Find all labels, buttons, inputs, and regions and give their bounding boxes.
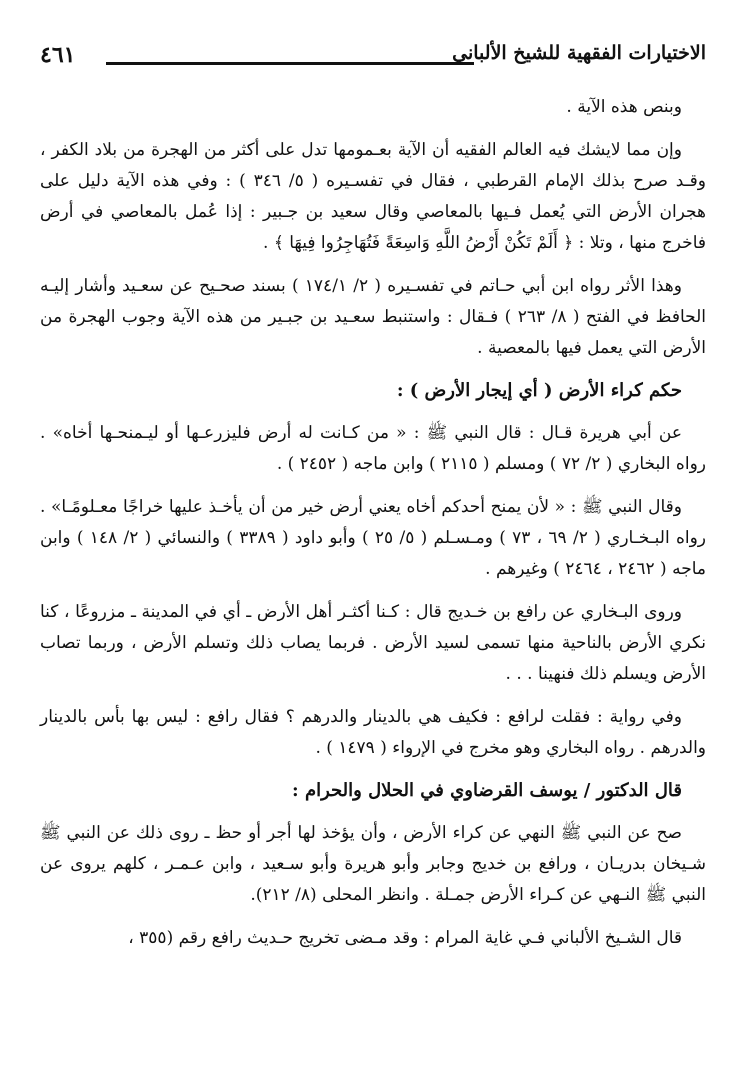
paragraph: وإن مما لايشك فيه العالم الفقيه أن الآية بعـمومها تدل على أكثر من الهجرة من بلاد الكفر ، وقـد صرح بذلك الإمام القرطبي ، فقال في تفسـيره ( ٥/ ٣٤٦ ) : وفي هذه الآية دليل على هجران الأرض التي يُعمل فـيها بالمعاصي وقال سعيد بن جـبير : إذا عُمل بالمعاصي في أرض فاخرج منها ، وتلا : ﴿ أَلَمْ تَكُنْ أَرْضُ اللَّهِ وَاسِعَةً فَتُهَاجِرُوا فِيهَا ﴾ .	[40, 140, 706, 253]
paragraph: وفي رواية : فقلت لرافع : فكيف هي بالدينار والدرهم ؟ فقال رافع : ليس بها بأس بالدينار والدرهم . رواه البخاري وهو مخرج في الإرواء ( ١٤٧٩ ) .	[40, 707, 706, 758]
page-header	[40, 42, 706, 72]
paragraph: عن أبي هريرة قـال : قال النبي ﷺ : « من كـانت له أرض فليزرعـها أو ليـمنحـها أخاه» . رواه البخاري ( ٢/ ٧٢ ) ومسلم ( ٢١١٥ ) وابن ماجه ( ٢٤٥٢ ) .	[40, 423, 706, 474]
page-body	[40, 92, 706, 966]
section-heading: حكم كراء الأرض ( أي إيجار الأرض ) :	[396, 380, 682, 401]
paragraph: قال الشـيخ الألباني فـي غاية المرام : وقد مـضى تخريج حـديث رافع رقم (٣٥٥ ،	[128, 928, 682, 948]
paragraph: وقال النبي ﷺ : « لأن يمنح أحدكم أخاه يعني أرض خير من أن يأخـذ عليها خراجًا معـلومًـا» . رواه البـخـاري ( ٢/ ٦٩ ، ٧٣ ) ومـسـلم ( ٥/ ٢٥ ) وأبو داود ( ٣٣٨٩ ) والنسائي ( ٢/ ١٤٨ ) وابن ماجه ( ٢٤٦٢ ، ٢٤٦٤ ) وغيرهم .	[40, 497, 707, 579]
paragraph: وهذا الأثر رواه ابن أبي حـاتم في تفسـيره ( ٢/ ١٧٤/١ ) بسند صحـيح عن سعـيد وأشار إليـه الحافظ في الفتح ( ٨/ ٢٦٣ ) فـقال : واستنبط سعـيد بن جبـير من هذه الآية وجوب الهجرة من الأرض التي يعمل فيها بالمعصية .	[40, 276, 706, 358]
section-heading: قال الدكتور / يوسف القرضاوي في الحلال والحرام :	[292, 780, 682, 801]
header-rule	[106, 62, 474, 65]
running-title: الاختيارات الفقهية للشيخ الألباني	[452, 42, 706, 64]
paragraph: وبنص هذه الآية .	[566, 97, 682, 117]
paragraph: صح عن النبي ﷺ النهي عن كراء الأرض ، وأن يؤخذ لها أجر أو حظ ـ روى ذلك عن النبي ﷺ شـيخان بدريـان ، ورافع بن خديج وجابر وأبو هريرة وأبو سـعيد ، وابن عـمـر ، كلهم يروى عن النبي ﷺ النـهي عن كـراء الأرض جمـلة . وانظر المحلى (٨/ ٢١٢).	[40, 823, 706, 905]
paragraph: وروى البـخاري عن رافع بن خـديج قال : كـنا أكثـر أهل الأرض ـ أي في المدينة ـ مزروعًا ، كنا نكري الأرض بالناحية منها تسمى لسيد الأرض . فربما يصاب ذلك وتسلم الأرض ، وربما تصاب الأرض ويسلم ذلك فنهينا . . .	[40, 602, 706, 684]
page-number: ٤٦١	[40, 42, 76, 68]
